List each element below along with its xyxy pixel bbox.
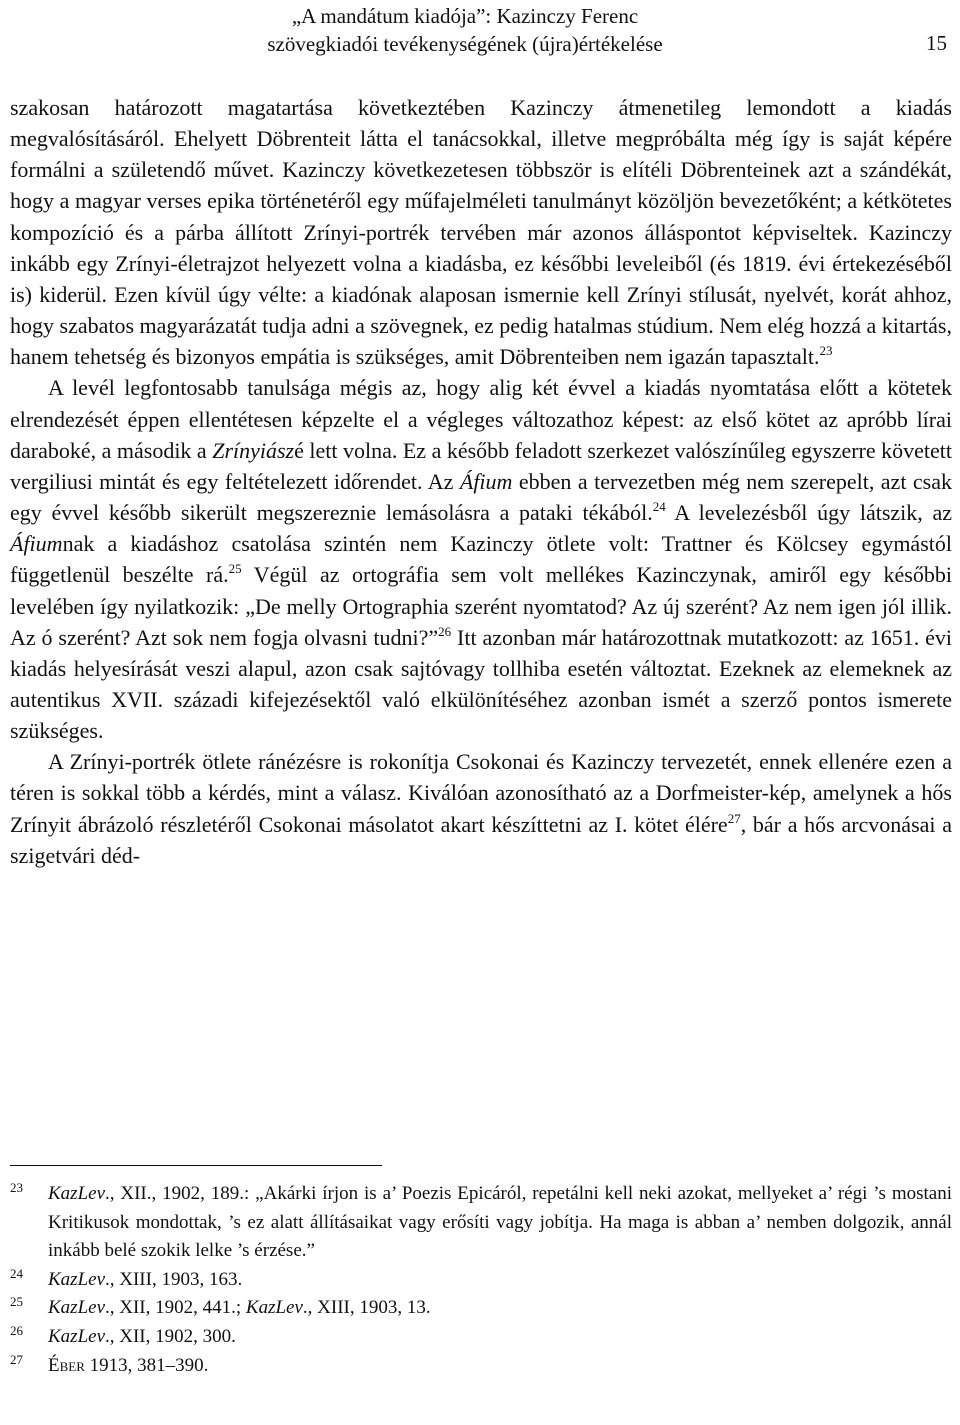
paragraph-text: nak a kiadáshoz csatolása szintén nem Kazinczy ötlete volt: Trattner és Kölcsey egymástól függetlenül beszélte rá. bbox=[10, 531, 952, 588]
footnote-26 bbox=[10, 1323, 952, 1352]
footnote-23 bbox=[10, 1180, 952, 1266]
footnote-ref-25[interactable]: 25 bbox=[228, 561, 242, 577]
footnote-number: 24 bbox=[10, 1265, 23, 1281]
footnote-text: ., XII, 1902, 441.; bbox=[105, 1297, 246, 1319]
paragraph-text: A levelezésből úgy látszik, az bbox=[665, 500, 953, 526]
work-title-afium: Áfium bbox=[459, 468, 513, 494]
work-title-afium: Áfium bbox=[10, 531, 63, 557]
paragraph-3 bbox=[10, 746, 952, 871]
footnote-number: 27 bbox=[10, 1351, 23, 1367]
footnote-source: KazLev bbox=[48, 1268, 105, 1290]
footnote-25 bbox=[10, 1294, 952, 1323]
footnote-ref-26[interactable]: 26 bbox=[438, 623, 452, 639]
footnote-text: ., XII, 1902, 300. bbox=[105, 1325, 236, 1347]
header-title-line1: „A mandátum kiadója”: Kazinczy Ferenc bbox=[291, 4, 639, 28]
footnote-source: KazLev bbox=[48, 1297, 105, 1319]
paragraph-text: A levél legfontosabb tanulsága mégis az, hogy alig két évvel a kiadás nyomtatása előtt a kötetek elrendezését éppen ellentétesen képzelte el a végleges változathoz képest: az első kötet az apróbb lírai daraboké, a második a bbox=[10, 375, 952, 463]
footnote-ref-24[interactable]: 24 bbox=[652, 499, 666, 515]
paragraph-text: szakosan határozott magatartása következtében Kazinczy átmenetileg lemondott a kiadás megvalósításáról. Ehelyett Döbrenteit látta el tanácsokkal, illetve megpróbálta még így is saját képére formálni a születendő művet. Kazinczy következetesen többször is elítéli Döbrenteinek azt a szándékát, hogy a magyar verses epika történetéről egy műfajelméleti tanulmányt közöljön bevezetőként; a kétkötetes kompozíció és a párba állított Zrínyi-portrék tervében már azonos álláspontot képviseltek. Kazinczy inkább egy Zrínyi-életrajzot helyezett volna a kiadásba, ez későbbi leveleiből (és 1819. évi értekezéséből is) kiderül. Ezen kívül úgy vélte: a kiadónak alaposan ismernie kell Zrínyi stílusát, nyelvét, korát ahhoz, hogy szabatos magyarázatát tudja adni a szövegnek, ez pedig hatalmas stúdium. Nem elég hozzá a kitartás, hanem tehetség és bizonyos empátia is szükséges, amit Döbrenteiben nem igazán tapasztalt. bbox=[10, 95, 952, 370]
footnote-ref-23[interactable]: 23 bbox=[819, 343, 833, 359]
footnote-ref-27[interactable]: 27 bbox=[727, 810, 741, 826]
paragraph-text: ebben a tervezetben még nem szerepelt, azt csak egy évvel később sikerült megszereznie lemásolásra a pataki tékából. bbox=[10, 468, 952, 526]
footnote-number: 26 bbox=[10, 1322, 23, 1338]
paragraph-2 bbox=[10, 372, 952, 746]
paragraph-text: , bár a hős arcvonásai a szigetvári déd- bbox=[10, 811, 952, 868]
footnote-source: KazLev bbox=[48, 1183, 105, 1204]
page-number: 15 bbox=[926, 31, 947, 55]
footnote-number: 23 bbox=[10, 1180, 23, 1195]
work-title-zrinyiasz: Zrínyiász bbox=[212, 437, 295, 463]
footnotes bbox=[10, 1180, 952, 1380]
footnote-separator bbox=[10, 1165, 382, 1166]
body-text bbox=[10, 92, 952, 871]
paragraph-text: A Zrínyi-portrék ötlete ránézésre is rokonítja Csokonai és Kazinczy tervezetét, ennek ellenére ezen a téren is sokkal több a kérdés, mint a válasz. Kiválóan azonosítható az a Dorfmeister-kép, amelynek a hős Zrínyit ábrázoló részletéről Csokonai másolatot akart készíttetni az I. kötet élére bbox=[10, 749, 952, 837]
header-title-line2: szövegkiadói tevékenységének (újra)értékelése bbox=[267, 32, 663, 56]
paragraph-text: Itt azonban már határozottnak mutatkozott: az 1651. évi kiadás helyesírását veszi alapul, azon csak sajtóvagy tollhiba esetén változtat. Ezeknek az elemeknek az autentikus XVII. századi kifejezésektől való elkülönítéséhez azonban ismét a szerző pontos ismerete szükséges. bbox=[10, 624, 952, 744]
paragraph-text: é lett volna. Ez a később feladott szerkezet valószínűleg egyszerre követett vergiliusi mintát és egy feltételezett időrendet. Az bbox=[10, 437, 953, 494]
footnote-27 bbox=[10, 1352, 952, 1381]
footnote-source: KazLev bbox=[245, 1297, 303, 1319]
footnote-text: ., XII., 1902, 189.: „Akárki írjon is a’ Poezis Epicáról, repetálni kell neki azokat, mellyeket a’ régi ’s mostani Kritikusok mondottak, ’s ez alatt állításaikat vagy erősíti vagy jobítja. Ha maga is abban a’ nemben dolgozik, annál inkább belé szokik lelke ’s érzése.” bbox=[48, 1183, 952, 1262]
paragraph-1 bbox=[10, 92, 952, 372]
footnote-text: ., XIII, 1903, 13. bbox=[302, 1297, 431, 1319]
footnote-text: ., XIII, 1903, 163. bbox=[105, 1268, 243, 1290]
footnote-source: KazLev bbox=[48, 1325, 105, 1347]
footnote-author: Éber bbox=[48, 1354, 85, 1376]
paragraph-text: Végül az ortográfia sem volt mellékes Kazinczynak, amiről egy későbbi levelében így nyilatkozik: „De melly Ortographia szerént nyomtatod? Az új szerént? Az nem igen jól illik. Az ó szerént? Azt sok nem fogja olvasni tudni?” bbox=[10, 562, 952, 650]
footnote-number: 25 bbox=[10, 1294, 23, 1310]
running-header bbox=[10, 2, 955, 58]
footnote-24 bbox=[10, 1266, 952, 1295]
footnote-text: 1913, 381–390. bbox=[84, 1354, 209, 1376]
